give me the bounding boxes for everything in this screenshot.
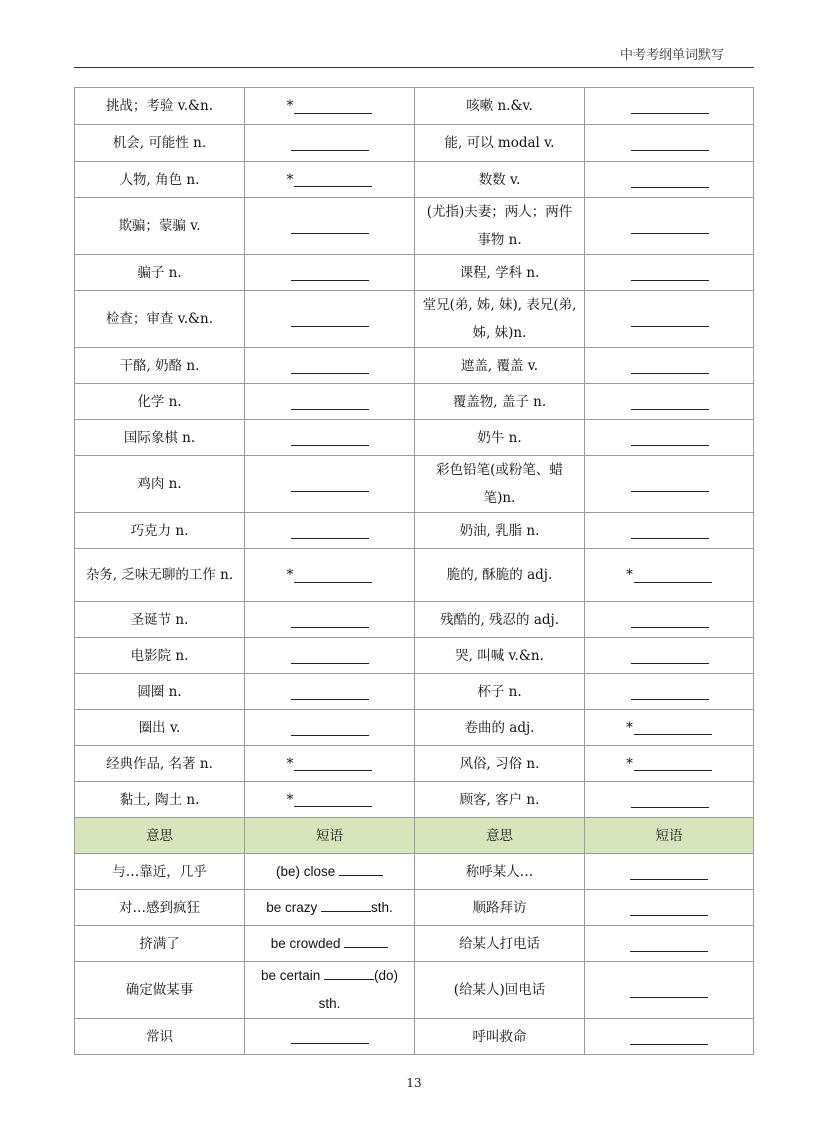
- answer-blank[interactable]: [291, 312, 369, 327]
- required-star-mark: *: [626, 719, 633, 736]
- answer-blank[interactable]: [631, 685, 709, 700]
- answer-blank[interactable]: [291, 359, 369, 374]
- word-answer-cell: [245, 255, 415, 291]
- word-answer-cell: [245, 710, 415, 746]
- word-meaning-cell: (给某人)回电话: [415, 962, 585, 1019]
- vocab-row: [75, 384, 754, 420]
- word-meaning-cell: 覆盖物, 盖子 n.: [415, 384, 585, 420]
- answer-blank[interactable]: [631, 524, 709, 539]
- vocab-row: [75, 255, 754, 291]
- word-meaning-cell: 奶油, 乳脂 n.: [415, 513, 585, 549]
- word-answer-cell: [245, 162, 415, 198]
- vocab-row: [75, 638, 754, 674]
- vocab-row: [75, 291, 754, 348]
- word-meaning-cell: 遮盖, 覆盖 v.: [415, 348, 585, 384]
- vocab-row: [75, 88, 754, 125]
- word-meaning-cell: 检查；审查 v.&n.: [75, 291, 245, 348]
- word-answer-cell: [245, 638, 415, 674]
- answer-blank[interactable]: [291, 266, 369, 281]
- answer-blank[interactable]: [631, 649, 709, 664]
- phrase-blank[interactable]: [324, 966, 374, 980]
- word-meaning-cell: 顺路拜访: [415, 890, 585, 926]
- phrase-answer-cell: [585, 926, 754, 962]
- phrase-section-header: [75, 818, 754, 854]
- word-meaning-cell: 堂兄(弟, 姊, 妹), 表兄(弟, 姊, 妹)n.: [415, 291, 585, 348]
- vocab-row: [75, 162, 754, 198]
- answer-blank[interactable]: [294, 99, 372, 114]
- answer-blank[interactable]: [631, 266, 709, 281]
- word-meaning-cell: 残酷的, 残忍的 adj.: [415, 602, 585, 638]
- phrase-answer-cell: [585, 962, 754, 1019]
- word-answer-cell: [585, 638, 754, 674]
- answer-blank[interactable]: [291, 477, 369, 492]
- vocab-row: [75, 456, 754, 513]
- phrase-prefix: (be) close: [275, 863, 336, 879]
- word-answer-cell: [585, 291, 754, 348]
- phrase-answer-cell: [585, 1019, 754, 1055]
- word-meaning-cell: 圆圈 n.: [75, 674, 245, 710]
- word-meaning-cell: 欺骗；蒙骗 v.: [75, 198, 245, 255]
- word-answer-cell: [585, 88, 754, 125]
- answer-blank[interactable]: [291, 431, 369, 446]
- word-answer-cell: [245, 782, 415, 818]
- word-answer-cell: [245, 456, 415, 513]
- page-number: 13: [406, 1076, 422, 1090]
- answer-blank[interactable]: [631, 312, 709, 327]
- vocab-row: [75, 602, 754, 638]
- column-header: 短语: [585, 818, 754, 854]
- word-meaning-cell: 卷曲的 adj.: [415, 710, 585, 746]
- answer-blank[interactable]: [294, 756, 372, 771]
- word-answer-cell: [245, 125, 415, 162]
- answer-blank[interactable]: [634, 756, 712, 771]
- word-answer-cell: [245, 88, 415, 125]
- word-answer-cell: [585, 710, 754, 746]
- phrase-suffix: sth.: [371, 899, 393, 915]
- answer-blank[interactable]: [291, 1029, 369, 1044]
- word-answer-cell: [245, 348, 415, 384]
- word-meaning-cell: 电影院 n.: [75, 638, 245, 674]
- answer-blank[interactable]: [630, 901, 708, 916]
- word-answer-cell: [245, 420, 415, 456]
- required-star-mark: *: [286, 755, 294, 772]
- required-star-mark: *: [626, 755, 633, 772]
- answer-blank[interactable]: [631, 136, 709, 151]
- word-meaning-cell: 挤满了: [75, 926, 245, 962]
- answer-blank[interactable]: [631, 395, 709, 410]
- vocab-row: [75, 710, 754, 746]
- word-answer-cell: [245, 746, 415, 782]
- vocab-row: [75, 746, 754, 782]
- phrase-answer-cell: [245, 890, 415, 926]
- answer-blank[interactable]: [630, 983, 708, 998]
- answer-blank[interactable]: [291, 219, 369, 234]
- answer-blank[interactable]: [291, 136, 369, 151]
- word-answer-cell: [245, 549, 415, 602]
- answer-blank[interactable]: [294, 172, 372, 187]
- column-header: 意思: [415, 818, 585, 854]
- answer-blank[interactable]: [631, 99, 709, 114]
- word-meaning-cell: 与…靠近，几乎: [75, 854, 245, 890]
- word-meaning-cell: 化学 n.: [75, 384, 245, 420]
- phrase-answer-cell: [245, 854, 415, 890]
- word-meaning-cell: 国际象棋 n.: [75, 420, 245, 456]
- vocab-row: [75, 125, 754, 162]
- phrase-prefix: be certain: [260, 968, 321, 983]
- word-meaning-cell: 圈出 v.: [75, 710, 245, 746]
- word-meaning-cell: 圣诞节 n.: [75, 602, 245, 638]
- phrase-suffix: (do) sth.: [318, 968, 399, 1011]
- vocab-row: [75, 420, 754, 456]
- answer-blank[interactable]: [291, 395, 369, 410]
- word-answer-cell: [245, 674, 415, 710]
- phrase-answer-cell: [245, 926, 415, 962]
- word-meaning-cell: 彩色铅笔(或粉笔、蜡笔)n.: [415, 456, 585, 513]
- vocab-row: [75, 782, 754, 818]
- vocab-row: [75, 549, 754, 602]
- word-meaning-cell: 确定做某事: [75, 962, 245, 1019]
- phrase-row: [75, 890, 754, 926]
- column-header: 短语: [245, 818, 415, 854]
- answer-blank[interactable]: [631, 359, 709, 374]
- answer-blank[interactable]: [634, 568, 712, 583]
- phrase-prefix: be crazy: [266, 899, 318, 915]
- answer-blank[interactable]: [291, 524, 369, 539]
- word-meaning-cell: (尤指)夫妻；两人；两件事物 n.: [415, 198, 585, 255]
- word-meaning-cell: 黏土, 陶土 n.: [75, 782, 245, 818]
- word-answer-cell: [245, 602, 415, 638]
- answer-blank[interactable]: [294, 792, 372, 807]
- word-meaning-cell: 干酪, 奶酪 n.: [75, 348, 245, 384]
- answer-blank[interactable]: [631, 477, 709, 492]
- answer-blank[interactable]: [630, 937, 708, 952]
- phrase-row: [75, 854, 754, 890]
- answer-blank[interactable]: [631, 173, 709, 188]
- phrase-answer-cell: [585, 854, 754, 890]
- word-answer-cell: [585, 384, 754, 420]
- required-star-mark: *: [286, 791, 294, 808]
- word-meaning-cell: 咳嗽 n.&v.: [415, 88, 585, 125]
- phrase-answer-cell: [245, 1019, 415, 1055]
- word-meaning-cell: 巧克力 n.: [75, 513, 245, 549]
- vocab-row: [75, 674, 754, 710]
- word-answer-cell: [585, 549, 754, 602]
- word-meaning-cell: 常识: [75, 1019, 245, 1055]
- word-meaning-cell: 骗子 n.: [75, 255, 245, 291]
- word-answer-cell: [585, 513, 754, 549]
- header-divider: [74, 67, 754, 68]
- answer-blank[interactable]: [291, 721, 369, 736]
- page-header-title: 中考考纲单词默写: [619, 48, 724, 63]
- word-meaning-cell: 杯子 n.: [415, 674, 585, 710]
- phrase-prefix: be crowded: [270, 935, 341, 951]
- word-meaning-cell: 哭, 叫喊 v.&n.: [415, 638, 585, 674]
- word-meaning-cell: 课程, 学科 n.: [415, 255, 585, 291]
- answer-blank[interactable]: [631, 431, 709, 446]
- answer-blank[interactable]: [291, 613, 369, 628]
- vocab-dictation-table: [74, 87, 754, 1055]
- word-meaning-cell: 经典作品, 名著 n.: [75, 746, 245, 782]
- phrase-blank[interactable]: [321, 898, 371, 912]
- word-answer-cell: [585, 198, 754, 255]
- answer-blank[interactable]: [630, 1030, 708, 1045]
- required-star-mark: *: [626, 567, 633, 584]
- word-meaning-cell: 顾客, 客户 n.: [415, 782, 585, 818]
- word-answer-cell: [245, 198, 415, 255]
- word-answer-cell: [585, 674, 754, 710]
- word-meaning-cell: 对…感到疯狂: [75, 890, 245, 926]
- word-answer-cell: [585, 162, 754, 198]
- word-meaning-cell: 奶牛 n.: [415, 420, 585, 456]
- word-meaning-cell: 给某人打电话: [415, 926, 585, 962]
- answer-blank[interactable]: [631, 219, 709, 234]
- word-meaning-cell: 脆的, 酥脆的 adj.: [415, 549, 585, 602]
- word-meaning-cell: 机会, 可能性 n.: [75, 125, 245, 162]
- answer-blank[interactable]: [631, 793, 709, 808]
- required-star-mark: *: [286, 171, 294, 188]
- phrase-row: [75, 1019, 754, 1055]
- answer-blank[interactable]: [291, 649, 369, 664]
- word-answer-cell: [585, 125, 754, 162]
- word-meaning-cell: 数数 v.: [415, 162, 585, 198]
- column-header: 意思: [75, 818, 245, 854]
- word-answer-cell: [585, 746, 754, 782]
- answer-blank[interactable]: [630, 865, 708, 880]
- required-star-mark: *: [286, 98, 294, 115]
- answer-blank[interactable]: [294, 568, 372, 583]
- vocab-row: [75, 348, 754, 384]
- word-meaning-cell: 呼叫救命: [415, 1019, 585, 1055]
- phrase-answer-cell: [245, 962, 415, 1019]
- word-answer-cell: [585, 456, 754, 513]
- phrase-blank[interactable]: [339, 862, 383, 876]
- answer-blank[interactable]: [634, 720, 712, 735]
- word-answer-cell: [245, 513, 415, 549]
- word-answer-cell: [245, 291, 415, 348]
- word-answer-cell: [585, 255, 754, 291]
- vocab-row: [75, 513, 754, 549]
- word-answer-cell: [585, 602, 754, 638]
- answer-blank[interactable]: [291, 685, 369, 700]
- word-answer-cell: [245, 384, 415, 420]
- phrase-row: [75, 926, 754, 962]
- phrase-answer-cell: [585, 890, 754, 926]
- phrase-row: [75, 962, 754, 1019]
- phrase-blank[interactable]: [344, 934, 388, 948]
- word-meaning-cell: 杂务, 乏味无聊的工作 n.: [75, 549, 245, 602]
- word-meaning-cell: 挑战；考验 v.&n.: [75, 88, 245, 125]
- word-meaning-cell: 能, 可以 modal v.: [415, 125, 585, 162]
- word-meaning-cell: 风俗, 习俗 n.: [415, 746, 585, 782]
- word-answer-cell: [585, 348, 754, 384]
- word-answer-cell: [585, 782, 754, 818]
- word-answer-cell: [585, 420, 754, 456]
- word-meaning-cell: 称呼某人…: [415, 854, 585, 890]
- answer-blank[interactable]: [631, 613, 709, 628]
- vocab-row: [75, 198, 754, 255]
- word-meaning-cell: 人物, 角色 n.: [75, 162, 245, 198]
- required-star-mark: *: [286, 567, 294, 584]
- word-meaning-cell: 鸡肉 n.: [75, 456, 245, 513]
